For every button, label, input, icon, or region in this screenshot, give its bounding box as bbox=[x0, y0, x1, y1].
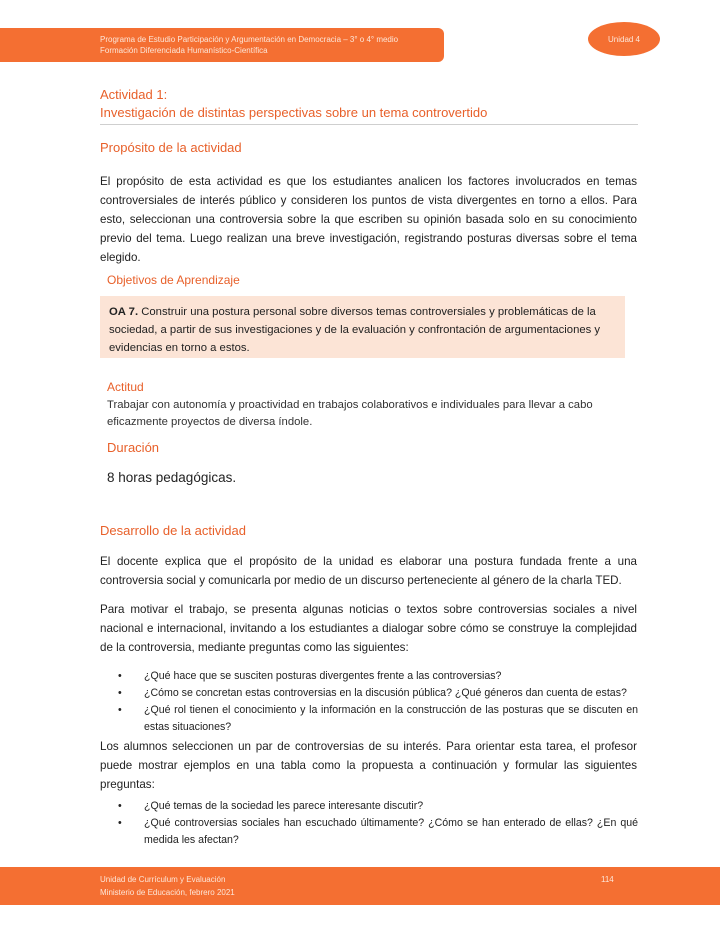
list-item: • ¿Qué hace que se susciten posturas divergentes frente a las controversias? bbox=[118, 668, 638, 685]
development-paragraph-2: Para motivar el trabajo, se presenta algunas noticias o textos sobre controversias sociales a nivel nacional e internacional, invitando a los estudiantes a dialogar sobre cómo se construye la complejidad de la controversia, mediante preguntas como las siguientes: bbox=[100, 603, 637, 654]
activity-label: Actividad 1: bbox=[100, 87, 168, 102]
question-list-1 bbox=[118, 668, 638, 736]
footer-unit: Unidad de Currículum y Evaluación bbox=[100, 875, 226, 884]
duration-heading: Duración bbox=[107, 440, 160, 455]
purpose-heading: Propósito de la actividad bbox=[100, 140, 242, 155]
list-item: • ¿Cómo se concretan estas controversias en la discusión pública? ¿Qué géneros dan cuenta de estas? bbox=[118, 685, 638, 702]
attitude-heading: Actitud bbox=[107, 380, 144, 394]
header-track: Formación Diferenciada Humanístico-Científica bbox=[100, 46, 268, 55]
header-program: Programa de Estudio Participación y Argumentación en Democracia – 3° o 4° medio bbox=[100, 35, 399, 44]
page-header-bar bbox=[0, 28, 444, 62]
duration-text: 8 horas pedagógicas. bbox=[107, 470, 237, 485]
page-footer-bar bbox=[0, 867, 720, 905]
objective-code: OA 7. bbox=[109, 306, 139, 318]
footer-ministry: Ministerio de Educación, febrero 2021 bbox=[100, 888, 235, 897]
list-item: • ¿Qué temas de la sociedad les parece interesante discutir? bbox=[118, 798, 638, 815]
objective-box bbox=[100, 296, 625, 358]
development-paragraph-1: El docente explica que el propósito de la unidad es elaborar una postura fundada frente a una controversia social y comunicarla por medio de un discurso perteneciente al género de la charla TED. bbox=[100, 555, 637, 587]
development-heading: Desarrollo de la actividad bbox=[100, 523, 246, 538]
development-paragraph-3: Los alumnos seleccionen un par de controversias de su interés. Para orientar esta tarea, el profesor puede mostrar ejemplos en una tabla como la propuesta a continuación y formular las siguientes preguntas: bbox=[100, 740, 637, 791]
title-divider bbox=[100, 124, 638, 125]
objective-text: Construir una postura personal sobre diversos temas controversiales y problemáticas de la sociedad, a partir de sus investigaciones y de la evaluación y confrontación de argumentaciones y evidencias en torno a estos. bbox=[109, 306, 601, 354]
question-list-2 bbox=[118, 798, 638, 849]
objectives-heading: Objetivos de Aprendizaje bbox=[107, 273, 240, 287]
unit-badge: Unidad 4 bbox=[588, 22, 660, 56]
purpose-text: El propósito de esta actividad es que los estudiantes analicen los factores involucrados en temas controversiales de interés público y consideren los puntos de vista divergentes en torno a ellos. Para esto, seleccionan una controversia sobre la que escriben su opinión basada solo en su conocimiento previo del tema. Luego realizan una breve investigación, registrando posturas diversas sobre el tema elegido. bbox=[100, 175, 637, 264]
list-item: • ¿Qué rol tienen el conocimiento y la información en la construcción de las posturas que se discuten en estas situaciones? bbox=[118, 702, 638, 736]
attitude-text: Trabajar con autonomía y proactividad en trabajos colaborativos e individuales para llevar a cabo eficazmente proyectos de diversa índole. bbox=[107, 399, 593, 428]
list-item: • ¿Qué controversias sociales han escuchado últimamente? ¿Cómo se han enterado de ellas? ¿En qué medida les afectan? bbox=[118, 815, 638, 849]
activity-title: Investigación de distintas perspectivas sobre un tema controvertido bbox=[100, 105, 488, 120]
page-number: 114 bbox=[601, 875, 614, 884]
